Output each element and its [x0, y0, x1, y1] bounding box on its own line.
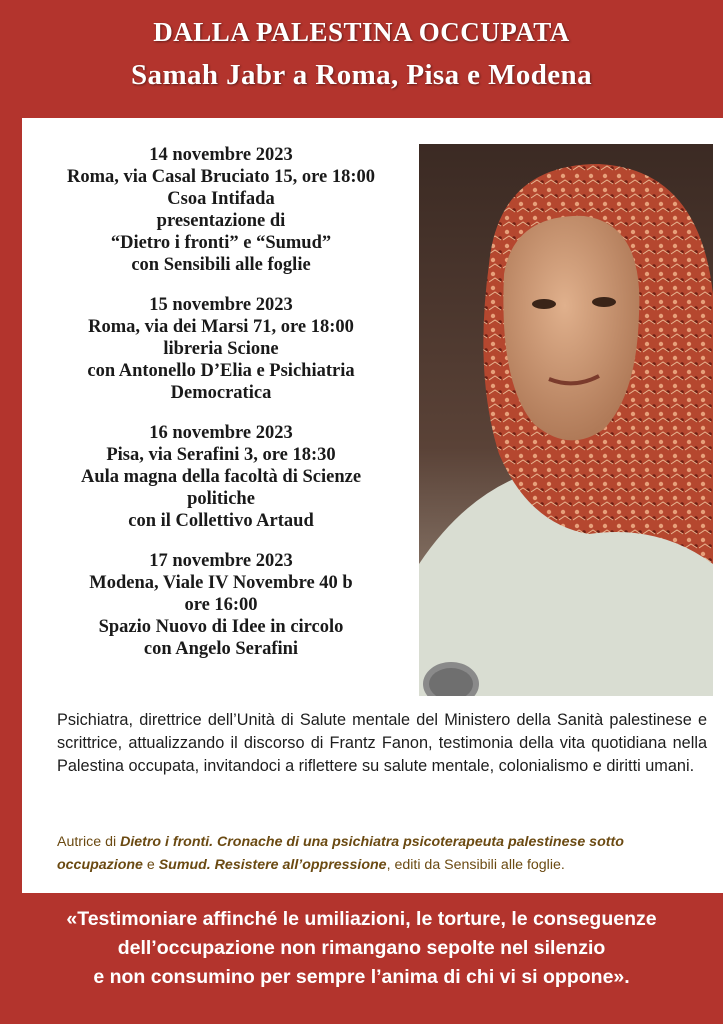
event-list — [22, 144, 420, 678]
book-title-sumud: Sumud. Resistere all’oppressione — [158, 857, 387, 873]
event-date: 16 novembre 2023 — [149, 423, 293, 443]
credit-conjunction: e — [142, 857, 159, 873]
event-item — [22, 550, 420, 660]
event-detail: Csoa Intifada — [167, 189, 275, 209]
event-detail: con Sensibili alle foglie — [131, 255, 311, 275]
quote-line: dell’occupazione non rimangano sepolte nel silenzio — [117, 937, 606, 959]
event-detail: libreria Scione — [163, 339, 279, 359]
event-detail: ore 16:00 — [184, 595, 258, 615]
event-date: 14 novembre 2023 — [149, 145, 293, 165]
event-detail: Spazio Nuovo di Idee in circolo — [98, 617, 344, 637]
event-detail: con il Collettivo Artaud — [128, 511, 314, 531]
quote-line: e non consumino per sempre l’anima di chi vi si oppone». — [93, 966, 630, 988]
event-item — [22, 422, 420, 532]
portrait-photo — [419, 144, 713, 696]
event-item — [22, 144, 420, 276]
event-place: Roma, via Casal Bruciato 15, ore 18:00 — [67, 167, 375, 187]
event-detail: Democratica — [170, 383, 272, 403]
event-place: Pisa, via Serafini 3, ore 18:30 — [106, 445, 336, 465]
header — [0, 14, 723, 94]
credit-prefix: Autrice di — [57, 834, 121, 850]
event-detail: con Antonello D’Elia e Psichiatria — [87, 361, 355, 381]
event-detail: politiche — [187, 489, 255, 509]
event-item — [22, 294, 420, 404]
quote-line: «Testimoniare affinché le umiliazioni, le torture, le conseguenze — [66, 908, 657, 930]
portrait-illustration — [419, 144, 713, 696]
quote-block — [0, 905, 723, 992]
event-date: 17 novembre 2023 — [149, 551, 293, 571]
book-title-dietro-i-fronti: Dietro i fronti. Cronache di una psichiatra psicoterapeuta palestinese sotto occupazione — [57, 834, 624, 873]
biography-text: Psichiatra, direttrice dell’Unità di Salute mentale del Ministero della Sanità palestinese e scrittrice, attualizzando il discorso di Frantz Fanon, testimonia della vita quotidiana nella Palestina occupata, invitandoci a riflettere su salute mentale, colonialismo e diritti umani. — [57, 711, 707, 775]
content-panel — [22, 118, 723, 893]
event-detail: “Dietro i fronti” e “Sumud” — [110, 233, 332, 253]
event-detail: con Angelo Serafini — [143, 639, 299, 659]
event-place: Roma, via dei Marsi 71, ore 18:00 — [88, 317, 354, 337]
event-detail: Aula magna della facoltà di Scienze — [80, 467, 362, 487]
page-subtitle: Samah Jabr a Roma, Pisa e Modena — [131, 59, 592, 91]
credit-suffix: , editi da Sensibili alle foglie. — [386, 857, 565, 873]
books-credit — [57, 831, 707, 877]
event-place: Modena, Viale IV Novembre 40 b — [89, 573, 353, 593]
event-detail: presentazione di — [156, 211, 286, 231]
page-title: DALLA PALESTINA OCCUPATA — [153, 17, 570, 47]
event-date: 15 novembre 2023 — [149, 295, 293, 315]
